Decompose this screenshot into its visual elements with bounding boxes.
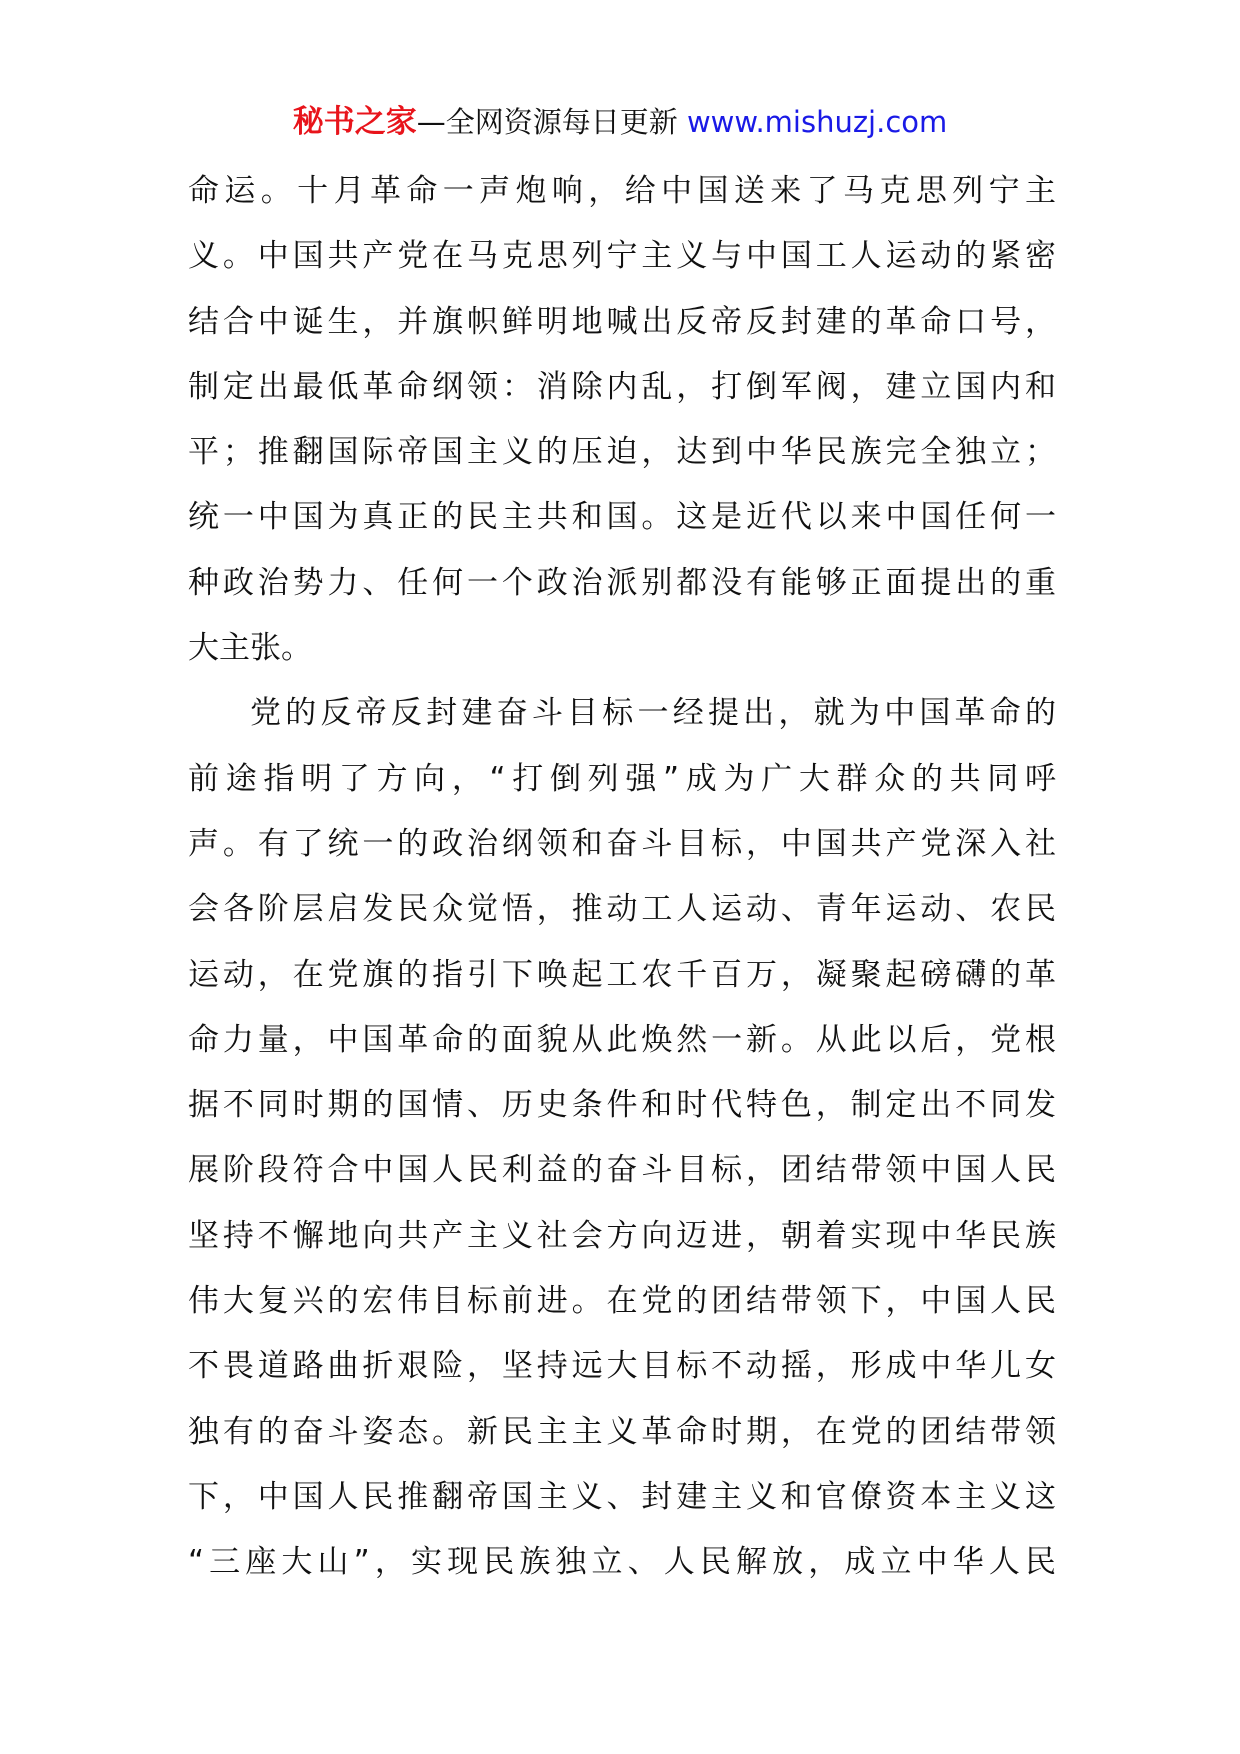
- text-line: 命力量，中国革命的面貌从此焕然一新。从此以后，党根: [188, 1021, 1056, 1058]
- text-line: 下，中国人民推翻帝国主义、封建主义和官僚资本主义这: [188, 1478, 1056, 1515]
- header-tagline: —全网资源每日更新: [416, 105, 678, 139]
- text-line: 据不同时期的国情、历史条件和时代特色，制定出不同发: [188, 1087, 1056, 1124]
- text-line: 统一中国为真正的民主共和国。这是近代以来中国任何一: [188, 499, 1056, 536]
- page-header: [0, 100, 1240, 144]
- text-line: 种政治势力、任何一个政治派别都没有能够正面提出的重: [188, 564, 1056, 601]
- text-line: 平；推翻国际帝国主义的压迫，达到中华民族完全独立；: [188, 434, 1056, 471]
- text-line: 会各阶层启发民众觉悟，推动工人运动、青年运动、农民: [188, 891, 1056, 928]
- text-line: 义。中国共产党在马克思列宁主义与中国工人运动的紧密: [188, 238, 1056, 275]
- header-url-link[interactable]: www.mishuzj.com: [686, 105, 948, 139]
- text-line: 声。有了统一的政治纲领和奋斗目标，中国共产党深入社: [188, 825, 1056, 862]
- text-line: 伟大复兴的宏伟目标前进。在党的团结带领下，中国人民: [188, 1283, 1056, 1320]
- document-body: [188, 159, 1056, 1596]
- text-line: “三座大山”，实现民族独立、人民解放，成立中华人民: [188, 1544, 1056, 1581]
- header-brand: 秘书之家: [292, 104, 417, 140]
- text-line: 前途指明了方向，“打倒列强”成为广大群众的共同呼: [188, 760, 1056, 797]
- text-line: 运动，在党旗的指引下唤起工农千百万，凝聚起磅礴的革: [188, 956, 1056, 993]
- paragraph-first-line: 党的反帝反封建奋斗目标一经提出，就为中国革命的: [250, 695, 1056, 732]
- text-line: 制定出最低革命纲领：消除内乱，打倒军阀，建立国内和: [188, 368, 1056, 405]
- text-line: 命运。十月革命一声炮响，给中国送来了马克思列宁主: [188, 173, 1056, 209]
- text-line: 展阶段符合中国人民利益的奋斗目标，团结带领中国人民: [188, 1152, 1056, 1189]
- text-line: 不畏道路曲折艰险，坚持远大目标不动摇，形成中华儿女: [188, 1348, 1056, 1385]
- text-line: 坚持不懈地向共产主义社会方向迈进，朝着实现中华民族: [188, 1217, 1056, 1254]
- text-line: 结合中诞生，并旗帜鲜明地喊出反帝反封建的革命口号，: [188, 303, 1056, 340]
- paragraph-end-line: 大主张。: [188, 630, 312, 667]
- text-line: 独有的奋斗姿态。新民主主义革命时期，在党的团结带领: [188, 1413, 1056, 1450]
